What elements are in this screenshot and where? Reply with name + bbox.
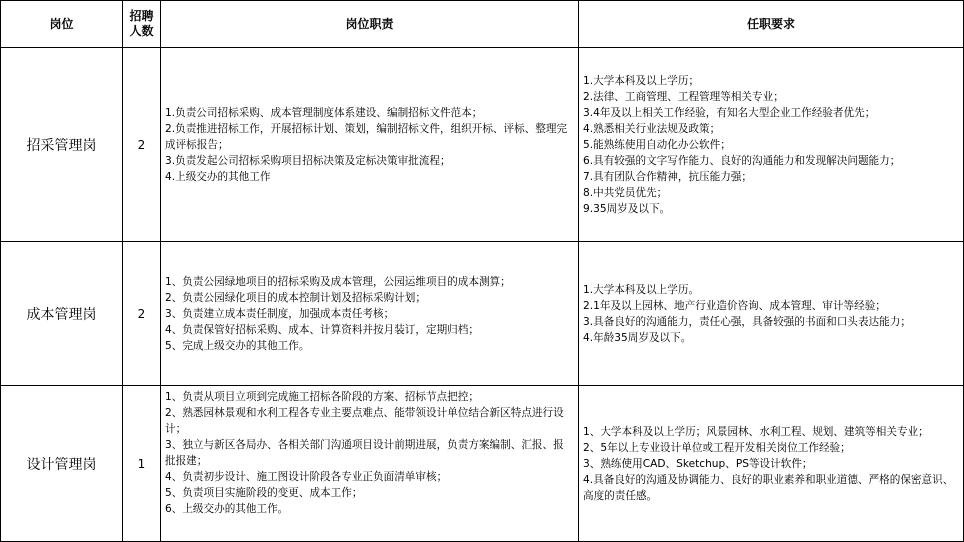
duty-line: 5、完成上级交办的其他工作。	[165, 339, 310, 352]
requirement-line: 3.具备良好的沟通能力，责任心强，具备较强的书面和口头表达能力；	[583, 315, 911, 328]
requirement-line: 5.能熟练使用自动化办公软件；	[583, 138, 731, 151]
header-hire-count-label: 招聘人数	[129, 9, 154, 38]
duty-line: 3、负责建立成本责任制度，加强成本责任考核；	[165, 307, 395, 320]
requirement-line: 3、熟练使用CAD、Sketchup、PS等设计软件；	[583, 457, 813, 470]
requirements-cell	[579, 386, 964, 542]
requirement-line: 2、5年以上专业设计单位或工程开发相关岗位工作经验；	[583, 441, 851, 454]
header-duties: 岗位职责	[161, 1, 579, 48]
table-row	[1, 386, 964, 542]
header-row	[1, 1, 964, 48]
position-cell: 招采管理岗	[1, 48, 123, 242]
requirement-line: 1、大学本科及以上学历；风景园林、水利工程、规划、建筑等相关专业；	[583, 425, 929, 438]
requirement-line: 7.具有团队合作精神，抗压能力强；	[583, 170, 753, 183]
requirement-line: 8.中共党员优先；	[583, 186, 668, 199]
requirement-line: 2.法律、工商管理、工程管理等相关专业；	[583, 90, 784, 103]
duty-line: 1.负责公司招标采购、成本管理制度体系建设、编制招标文件范本；	[165, 106, 483, 119]
requirement-line: 1.大学本科及以上学历。	[583, 283, 700, 296]
duty-line: 3.负责发起公司招标采购项目招标决策及定标决策审批流程；	[165, 154, 451, 167]
count-cell: 2	[123, 242, 161, 386]
duty-line: 2.负责推进招标工作，开展招标计划、策划，编制招标文件，组织开标、评标、整理完成评标报告；	[165, 122, 568, 151]
table-row	[1, 242, 964, 386]
requirements-cell	[579, 48, 964, 242]
duty-line: 1、负责从项目立项到完成施工招标各阶段的方案、招标节点把控；	[165, 391, 479, 403]
requirement-line: 6.具有较强的文字写作能力、良好的沟通能力和发现解决问题能力；	[583, 154, 901, 167]
count-cell: 1	[123, 386, 161, 542]
duties-cell	[161, 386, 579, 542]
requirement-line: 4.年龄35周岁及以下。	[583, 331, 692, 344]
header-position: 岗位	[1, 1, 123, 48]
requirement-line: 2.1年及以上园林、地产行业造价咨询、成本管理、审计等经验；	[583, 299, 886, 312]
position-cell: 成本管理岗	[1, 242, 123, 386]
duty-line: 4.上级交办的其他工作	[165, 170, 271, 183]
requirement-line: 3.4年及以上相关工作经验，有知名大型企业工作经验者优先；	[583, 106, 876, 119]
requirement-line: 4.具备良好的沟通及协调能力、良好的职业素养和职业道德、严格的保密意识、高度的责任感。	[583, 473, 954, 502]
duty-line: 2、熟悉园林景观和水利工程各专业主要点难点、能带领设计单位结合新区特点进行设计；	[165, 407, 564, 435]
duty-line: 4、负责保管好招标采购、成本、计算资料并按月装订，定期归档；	[165, 323, 479, 336]
requirements-cell	[579, 242, 964, 386]
header-hire-count	[123, 1, 161, 48]
requirement-line: 4.熟悉相关行业法规及政策；	[583, 122, 721, 135]
duty-line: 4、负责初步设计、施工图设计阶段各专业正负面清单审核；	[165, 471, 448, 483]
duty-line: 3、独立与新区各局办、各相关部门沟通项目设计前期进展，负责方案编制、汇报、报批报建；	[165, 439, 564, 467]
duty-line: 6、上级交办的其他工作。	[165, 503, 289, 515]
duty-line: 1、负责公园绿地项目的招标采购及成本管理，公园运维项目的成本测算；	[165, 275, 511, 288]
count-cell: 2	[123, 48, 161, 242]
duty-line: 5、负责项目实施阶段的变更、成本工作；	[165, 487, 363, 499]
header-requirements: 任职要求	[579, 1, 964, 48]
requirement-line: 9.35周岁及以下。	[583, 202, 671, 215]
duty-line: 2、负责公园绿化项目的成本控制计划及招标采购计划；	[165, 291, 426, 304]
requirement-line: 1.大学本科及以上学历；	[583, 74, 700, 87]
position-cell: 设计管理岗	[1, 386, 123, 542]
duties-cell	[161, 48, 579, 242]
table-row	[1, 48, 964, 242]
duties-cell	[161, 242, 579, 386]
